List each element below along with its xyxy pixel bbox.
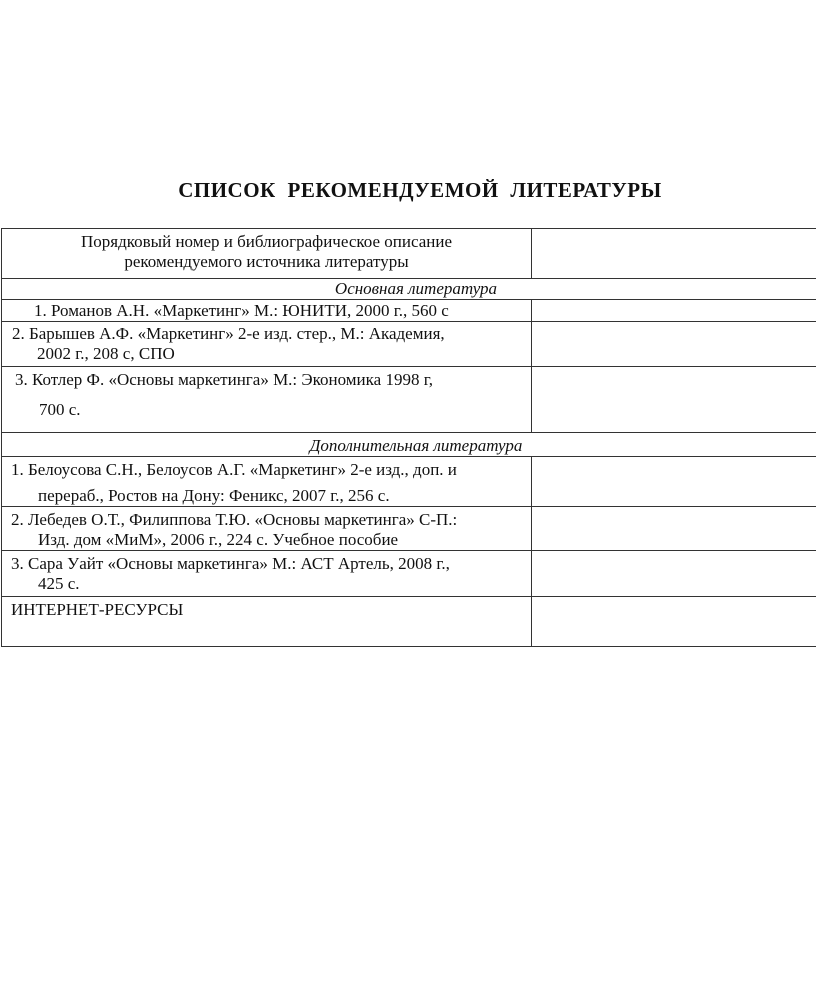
internet-resources: ИНТЕРНЕТ-РЕСУРСЫ	[2, 597, 532, 647]
table-header-row	[2, 229, 816, 279]
entry-line: Изд. дом «МиМ», 2006 г., 224 с. Учебное пособие	[38, 530, 399, 549]
section-main-title: Основная литература	[2, 279, 816, 300]
entry-line: 3. Котлер Ф. «Основы маркетинга» М.: Экономика 1998 г,	[15, 370, 434, 389]
extra-entry-1	[2, 457, 532, 507]
empty-cell	[532, 597, 816, 647]
extra-entry-2	[2, 507, 532, 551]
entry-line: 3. Сара Уайт «Основы маркетинга» М.: АСТ Артель, 2008 г.,	[11, 554, 450, 573]
table-row	[2, 457, 816, 507]
empty-cell	[532, 551, 816, 597]
section-row-extra	[2, 433, 816, 457]
empty-cell	[532, 322, 816, 367]
entry-line: перераб., Ростов на Дону: Феникс, 2007 г., 256 с.	[38, 486, 390, 505]
main-entry-1	[2, 300, 532, 322]
literature-table	[1, 228, 816, 647]
header-cell	[2, 229, 532, 279]
entry-line: 2002 г., 208 с, СПО	[37, 344, 175, 363]
table-row	[2, 367, 816, 433]
entry-line: 2. Барышев А.Ф. «Маркетинг» 2-е изд. стер., М.: Академия,	[12, 324, 445, 343]
entry-line: 700 с.	[39, 400, 81, 419]
internet-row	[2, 597, 816, 647]
empty-cell	[532, 457, 816, 507]
entry-line: 425 с.	[38, 574, 80, 593]
table-row	[2, 300, 816, 322]
table-row	[2, 507, 816, 551]
entry-line: 1. Романов А.Н. «Маркетинг» М.: ЮНИТИ, 2000 г., 560 с	[34, 301, 449, 320]
table-row	[2, 551, 816, 597]
main-entry-2	[2, 322, 532, 367]
header-line-1: Порядковый номер и библиографическое описание	[81, 232, 452, 251]
page-title: СПИСОК РЕКОМЕНДУЕМОЙ ЛИТЕРАТУРЫ	[178, 178, 662, 202]
main-entry-3	[2, 367, 532, 433]
empty-cell	[532, 300, 816, 322]
empty-cell	[532, 367, 816, 433]
header-empty-cell	[532, 229, 816, 279]
header-line-2: рекомендуемого источника литературы	[124, 252, 409, 271]
section-extra-title: Дополнительная литература	[2, 433, 816, 457]
entry-line: 1. Белоусова С.Н., Белоусов А.Г. «Маркетинг» 2-е изд., доп. и	[11, 460, 457, 479]
entry-line: 2. Лебедев О.Т., Филиппова Т.Ю. «Основы маркетинга» С-П.:	[11, 510, 458, 529]
extra-entry-3	[2, 551, 532, 597]
section-row-main	[2, 279, 816, 300]
empty-cell	[532, 507, 816, 551]
table-row	[2, 322, 816, 367]
